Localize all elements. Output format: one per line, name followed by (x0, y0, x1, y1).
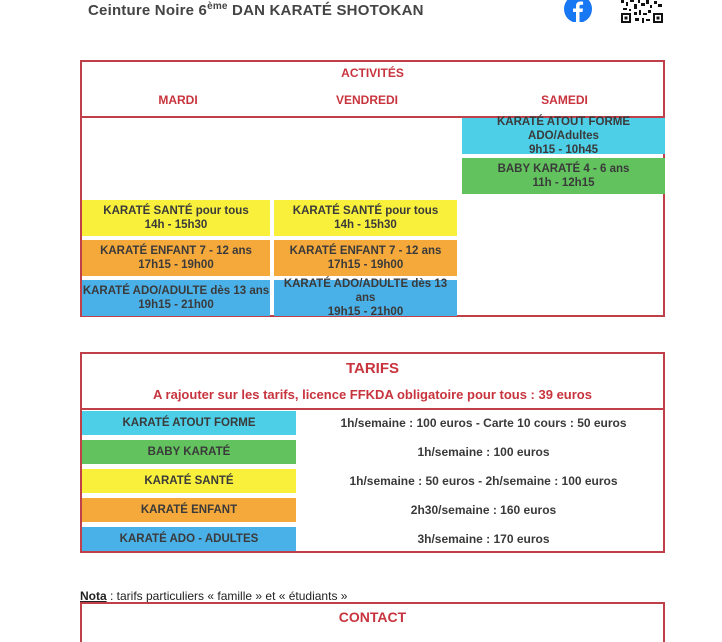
slot-name: KARATÉ SANTÉ pour tous (103, 205, 249, 217)
contact-section (80, 602, 665, 642)
activities-header (82, 62, 663, 118)
nota-label: Nota (80, 589, 107, 603)
slot-name: KARATÉ ENFANT 7 - 12 ans (289, 245, 442, 257)
slot-vendredi-ado-adulte (274, 280, 457, 316)
slot-name: KARATÉ ADO/ADULTE dès 13 ans (283, 278, 448, 304)
slot-mardi-enfant (82, 240, 270, 276)
page-title (88, 1, 424, 19)
slot-time: 11h - 12h15 (532, 177, 595, 189)
slot-vendredi-sante (274, 200, 457, 236)
slot-mardi-ado-adulte (82, 280, 270, 316)
slot-time: 17h15 - 19h00 (327, 259, 404, 271)
slot-time: 9h15 - 10h45 (528, 144, 599, 156)
nota-text: : tarifs particuliers « famille » et « étudiants » (106, 589, 348, 603)
title-sup: ème (207, 1, 228, 12)
tarif-price-baby-karate: 1h/semaine : 100 euros (417, 445, 550, 459)
facebook-icon[interactable] (563, 0, 593, 22)
tarifs-title: TARIFS (345, 360, 400, 377)
slot-time: 19h15 - 21h00 (327, 306, 404, 318)
tarif-price-ado-adultes: 3h/semaine : 170 euros (417, 532, 550, 546)
tarif-label-sante: KARATÉ SANTÉ (82, 469, 296, 493)
tarif-price-atout-forme: 1h/semaine : 100 euros - Carte 10 cours : 50 euros (340, 416, 627, 430)
title-pre: Ceinture Noire 6 (88, 2, 208, 19)
slot-time: 19h15 - 21h00 (138, 299, 214, 311)
slot-name: KARATÉ ATOUT FORME ADO/Adultes (496, 116, 631, 142)
day-mardi: MARDI (158, 93, 198, 107)
contact-title: CONTACT (338, 609, 407, 625)
title-post: DAN KARATÉ SHOTOKAN (227, 2, 424, 19)
slot-time: 14h - 15h30 (334, 219, 397, 231)
slot-time: 14h - 15h30 (144, 219, 208, 231)
tarif-price-enfant: 2h30/semaine : 160 euros (410, 503, 557, 517)
tarifs-subtitle: A rajouter sur les tarifs, licence FFKDA obligatoire pour tous : 39 euros (153, 387, 592, 402)
slot-name: KARATÉ ADO/ADULTE dès 13 ans (82, 285, 270, 297)
tarif-label-enfant: KARATÉ ENFANT (82, 498, 296, 522)
day-samedi: SAMEDI (541, 93, 588, 107)
slot-name: KARATÉ SANTÉ pour tous (292, 205, 439, 217)
slot-vendredi-enfant (274, 240, 457, 276)
slot-time: 17h15 - 19h00 (138, 259, 214, 271)
tarifs-divider (82, 408, 663, 410)
activities-title: ACTIVITÉS (341, 66, 404, 80)
activities-table (80, 60, 665, 317)
slot-samedi-baby-karate (462, 158, 665, 194)
nota-line (80, 589, 347, 603)
slot-name: BABY KARATÉ 4 - 6 ans (497, 163, 630, 175)
tarif-label-atout-forme: KARATÉ ATOUT FORME (82, 411, 296, 435)
day-vendredi: VENDREDI (335, 93, 398, 107)
slot-mardi-sante (82, 200, 270, 236)
tarif-price-sante: 1h/semaine : 50 euros - 2h/semaine : 100 euros (349, 474, 618, 488)
qr-code-icon (620, 0, 664, 26)
tarif-label-baby-karate: BABY KARATÉ (82, 440, 296, 464)
slot-samedi-atout-forme (462, 118, 665, 154)
tarif-label-ado-adultes: KARATÉ ADO - ADULTES (82, 527, 296, 551)
slot-name: KARATÉ ENFANT 7 - 12 ans (100, 245, 252, 257)
tarifs-table (80, 352, 665, 553)
